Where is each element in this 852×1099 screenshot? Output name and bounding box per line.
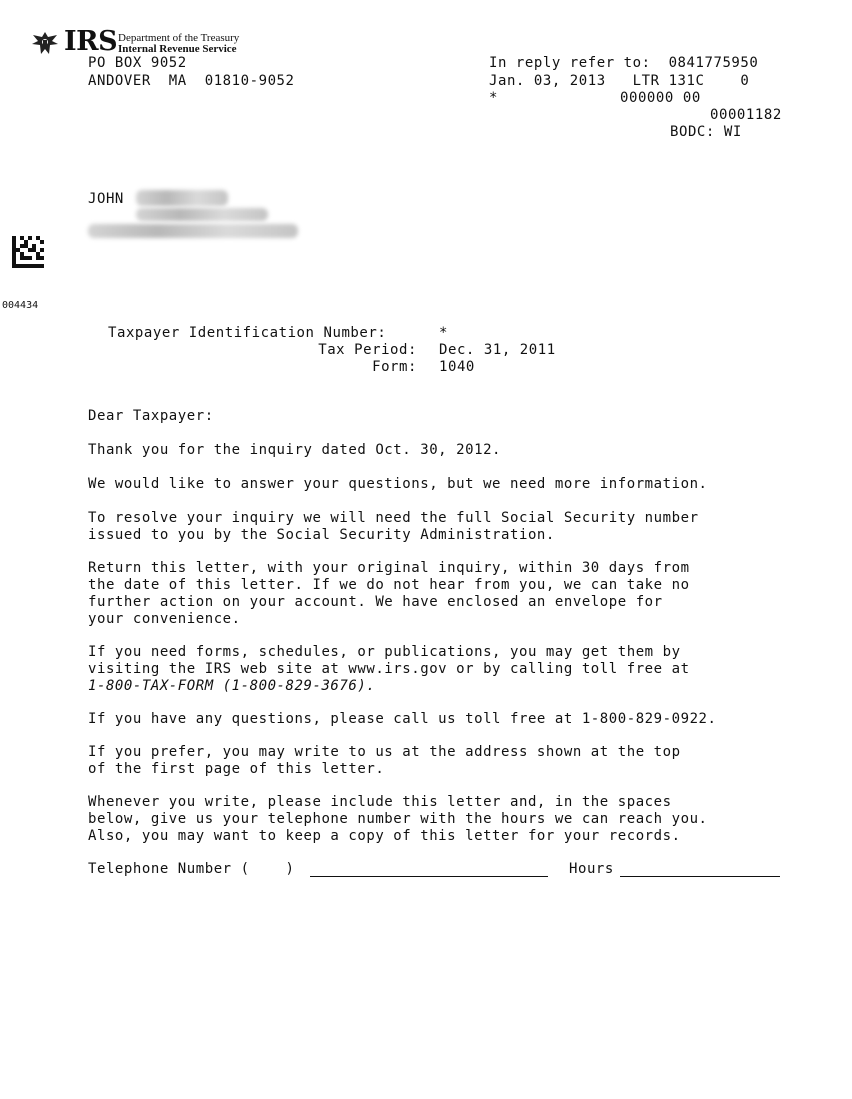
reference-code2: 00001182 — [710, 107, 782, 123]
form-value: 1040 — [439, 359, 475, 375]
paragraph-8-line: below, give us your telephone number with the hours we can reach you. — [88, 811, 708, 827]
paragraph-8-line: Whenever you write, please include this letter and, in the spaces — [88, 794, 672, 810]
paragraph-3-line: issued to you by the Social Security Administration. — [88, 527, 555, 543]
return-address-line2: ANDOVER MA 01810-9052 — [88, 73, 295, 89]
recipient-first-name: JOHN — [88, 191, 124, 207]
hours-input-line[interactable] — [620, 876, 780, 877]
paragraph-8-line: Also, you may want to keep a copy of this letter for your records. — [88, 828, 681, 844]
paragraph-5-line: If you need forms, schedules, or publications, you may get them by — [88, 644, 681, 660]
paragraph-5-line: visiting the IRS web site at www.irs.gov or by calling toll free at — [88, 661, 690, 677]
paragraph-4-line: further action on your account. We have enclosed an envelope for — [88, 594, 663, 610]
letter-date-code: Jan. 03, 2013 LTR 131C 0 — [489, 73, 750, 89]
paragraph-7-line: If you prefer, you may write to us at the address shown at the top — [88, 744, 681, 760]
paragraph-7-line: of the first page of this letter. — [88, 761, 385, 777]
irs-logo-text: IRS — [64, 26, 118, 57]
redacted-address-line2 — [88, 224, 298, 238]
hours-label: Hours — [569, 861, 614, 877]
paragraph-2: We would like to answer your questions, but we need more information. — [88, 476, 708, 492]
paragraph-6: If you have any questions, please call us toll free at 1-800-829-0922. — [88, 711, 717, 727]
telephone-input-line[interactable] — [310, 876, 548, 877]
tax-period-value: Dec. 31, 2011 — [439, 342, 556, 358]
reference-code1: 000000 00 — [620, 90, 701, 106]
paragraph-4-line: the date of this letter. If we do not hear from you, we can take no — [88, 577, 690, 593]
tin-value: * — [439, 325, 448, 341]
paragraph-5-line: 1-800-TAX-FORM (1-800-829-3676). — [88, 678, 376, 694]
redacted-address-line1 — [136, 208, 268, 221]
service-line: Internal Revenue Service — [118, 43, 237, 55]
paragraph-4-line: your convenience. — [88, 611, 241, 627]
irs-eagle-logo-icon — [30, 30, 60, 56]
bodc-code: BODC: WI — [670, 124, 742, 140]
reply-reference: In reply refer to: 0841775950 — [489, 55, 759, 71]
paragraph-3-line: To resolve your inquiry we will need the full Social Security number — [88, 510, 699, 526]
paragraph-4-line: Return this letter, with your original inquiry, within 30 days from — [88, 560, 690, 576]
form-label: Form: — [372, 359, 417, 375]
redacted-name — [136, 190, 228, 206]
side-code: 004434 — [2, 300, 39, 311]
tin-label: Taxpayer Identification Number: — [108, 325, 387, 341]
barcode-icon — [12, 236, 44, 268]
reference-star: * — [489, 90, 498, 106]
tax-period-label: Tax Period: — [318, 342, 417, 358]
return-address-line1: PO BOX 9052 — [88, 55, 187, 71]
department-line: Department of the Treasury — [118, 32, 240, 44]
paragraph-1: Thank you for the inquiry dated Oct. 30, 2012. — [88, 442, 502, 458]
salutation: Dear Taxpayer: — [88, 408, 214, 424]
telephone-label: Telephone Number ( ) — [88, 861, 295, 877]
